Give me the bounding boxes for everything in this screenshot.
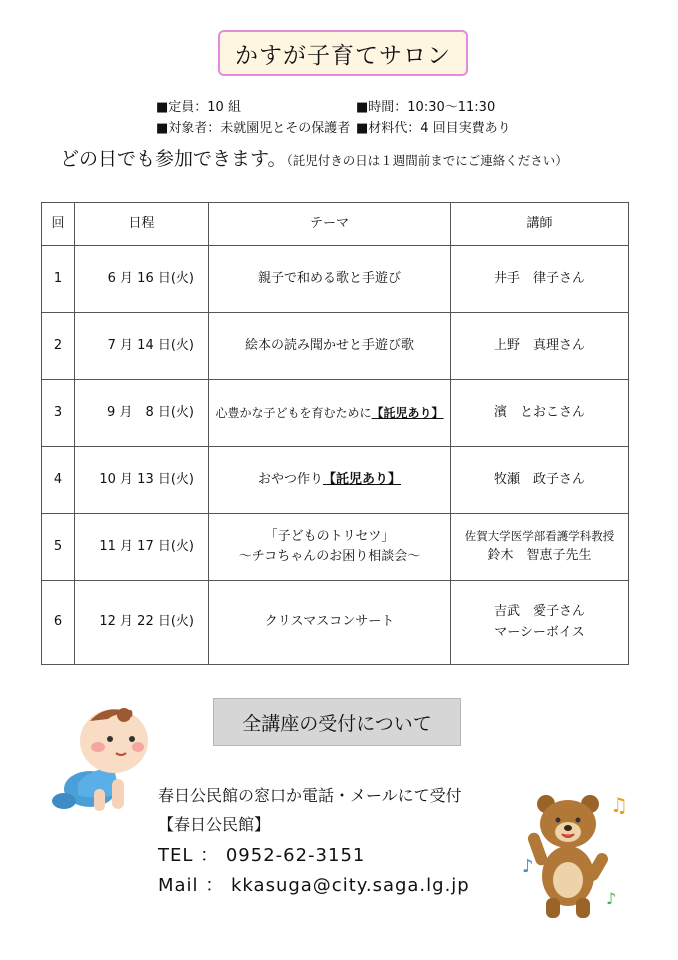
- notice-main: どの日でも参加できます。: [60, 148, 287, 170]
- header-date: 日程: [75, 203, 209, 246]
- row-theme: [209, 514, 451, 581]
- row-no: 3: [42, 380, 75, 447]
- header-lecturer: 講師: [451, 203, 629, 246]
- reception-heading-box: [213, 698, 461, 746]
- table-row: [42, 246, 629, 313]
- row-theme: [209, 380, 451, 447]
- lecturer-affiliation: 佐賀大学医学部看護学科教授: [464, 529, 615, 544]
- row-no: 1: [42, 246, 75, 313]
- notice-line: [60, 144, 568, 171]
- info-capacity: ■定員：10 組: [156, 100, 241, 115]
- row-theme: クリスマスコンサート: [209, 581, 451, 665]
- row-theme: 親子で和める歌と手遊び: [209, 246, 451, 313]
- dancing-bear-illustration: [518, 780, 638, 920]
- row-lecturer: [451, 514, 629, 581]
- row-theme-line1: 「子どものトリセツ」: [264, 528, 395, 544]
- schedule-table: [41, 202, 629, 665]
- contact-tel: TEL ： 0952-62-3151: [158, 845, 366, 866]
- crawling-baby-illustration: [48, 697, 160, 815]
- table-header-row: [42, 203, 629, 246]
- row-date: 9 月 8 日(火): [75, 380, 209, 447]
- row-date: 10 月 13 日(火): [75, 447, 209, 514]
- reception-heading: 全講座の受付について: [242, 712, 432, 735]
- venue-name: 【春日公民館】: [158, 815, 271, 834]
- row-lecturer: 牧瀬 政子さん: [451, 447, 629, 514]
- row-theme: 絵本の読み聞かせと手遊び歌: [209, 313, 451, 380]
- header-no: 回: [42, 203, 75, 246]
- table-row: [42, 447, 629, 514]
- row-lecturer: 濱 とおこさん: [451, 380, 629, 447]
- info-materials: ■材料代：4 回目実費あり: [356, 121, 511, 136]
- lecturer-name: 鈴木 智恵子先生: [487, 547, 592, 563]
- row-theme: [209, 447, 451, 514]
- page-title: [218, 30, 468, 76]
- row-lecturer: [451, 581, 629, 665]
- childcare-tag: 【託児あり】: [371, 405, 444, 420]
- row-no: 4: [42, 447, 75, 514]
- notice-note: （託児付きの日は１週間前までにご連絡ください）: [286, 153, 568, 168]
- row-theme-text: おやつ作り: [257, 471, 323, 487]
- info-target: ■対象者：未就園児とその保護者: [156, 121, 351, 136]
- table-row: [42, 380, 629, 447]
- contact-mail: Mail ： kkasuga@city.saga.lg.jp: [158, 875, 470, 896]
- svg-text:♪: ♪: [522, 856, 534, 877]
- row-no: 5: [42, 514, 75, 581]
- table-row: [42, 581, 629, 665]
- svg-text:♫: ♫: [610, 793, 628, 817]
- page-title-text: かすが子育てサロン: [235, 42, 451, 69]
- lecturer-group: マーシーボイス: [494, 624, 585, 640]
- row-lecturer: 上野 真理さん: [451, 313, 629, 380]
- reception-method: 春日公民館の窓口か電話・メールにて受付: [158, 786, 462, 805]
- table-row: [42, 514, 629, 581]
- row-no: 2: [42, 313, 75, 380]
- header-theme: テーマ: [209, 203, 451, 246]
- row-date: 7 月 14 日(火): [75, 313, 209, 380]
- row-date: 11 月 17 日(火): [75, 514, 209, 581]
- info-time: ■時間：10:30～11:30: [356, 100, 496, 115]
- lecturer-name: 吉武 愛子さん: [493, 604, 585, 620]
- row-date: 12 月 22 日(火): [75, 581, 209, 665]
- row-no: 6: [42, 581, 75, 665]
- row-lecturer: 井手 律子さん: [451, 246, 629, 313]
- childcare-tag: 【託児あり】: [323, 471, 402, 487]
- row-theme-line2: ～チコちゃんのお困り相談会～: [238, 549, 421, 564]
- svg-text:♪: ♪: [606, 889, 617, 908]
- row-theme-text: 心豊かな子どもを育むために: [215, 405, 372, 420]
- table-row: [42, 313, 629, 380]
- row-date: 6 月 16 日(火): [75, 246, 209, 313]
